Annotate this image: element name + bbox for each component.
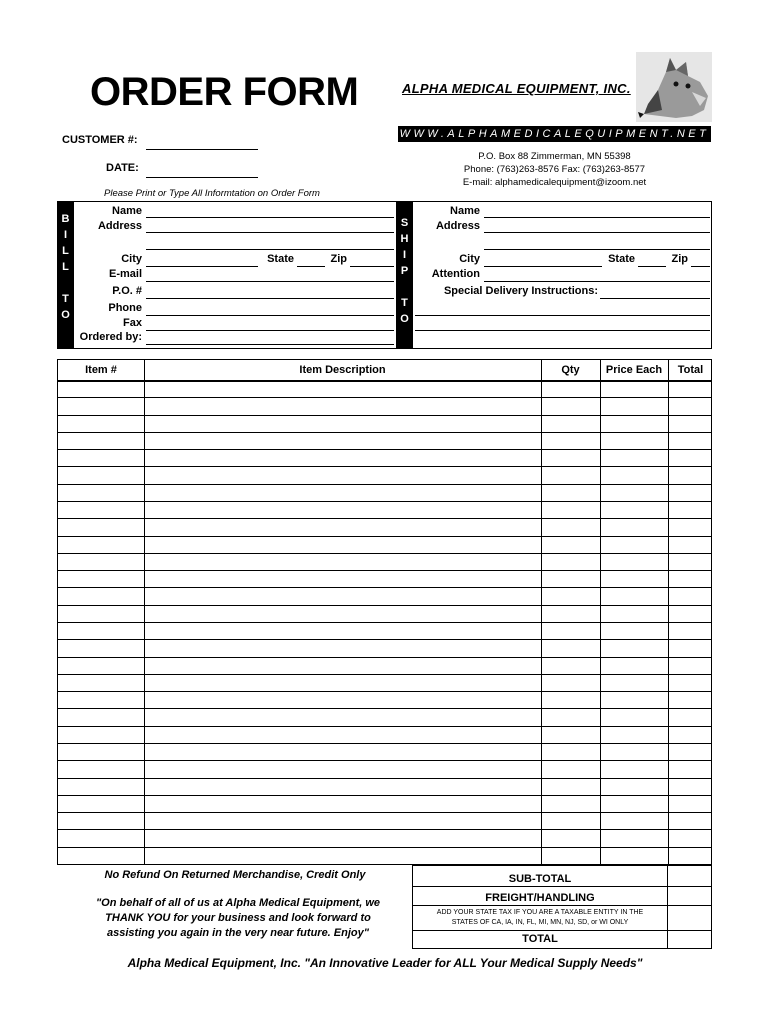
customer-number-field[interactable] bbox=[146, 149, 258, 150]
refund-policy: No Refund On Returned Merchandise, Credit Only bbox=[104, 869, 366, 881]
ship-city-field[interactable] bbox=[484, 266, 602, 267]
ship-name-label: Name bbox=[450, 205, 480, 217]
address-line: P.O. Box 88 Zimmerman, MN 55398 bbox=[478, 151, 631, 162]
price-each-header: Price Each bbox=[605, 364, 663, 376]
customer-number-label: CUSTOMER #: bbox=[62, 134, 138, 146]
bill-to-sidebar bbox=[57, 201, 74, 349]
ship-special-instructions-field-3[interactable] bbox=[415, 330, 710, 331]
date-label: DATE: bbox=[106, 162, 139, 174]
freight-label: FREIGHT/HANDLING bbox=[485, 892, 595, 904]
summary-box bbox=[412, 865, 712, 949]
ship-special-instructions-label: Special Delivery Instructions: bbox=[443, 285, 598, 297]
sidebar-letter: B bbox=[61, 213, 70, 225]
phone-fax-line: Phone: (763)263-8576 Fax: (763)263-8577 bbox=[463, 164, 646, 175]
bill-name-field[interactable] bbox=[146, 217, 394, 218]
sidebar-letter bbox=[396, 279, 413, 295]
bill-zip-field[interactable] bbox=[350, 266, 394, 267]
sidebar-letter bbox=[57, 275, 74, 291]
ship-special-instructions-field-2[interactable] bbox=[415, 315, 710, 316]
table-row[interactable] bbox=[58, 691, 711, 708]
bill-phone-field[interactable] bbox=[146, 315, 394, 316]
table-row[interactable] bbox=[58, 622, 711, 639]
bill-state-field[interactable] bbox=[297, 266, 325, 267]
ship-attention-label: Attention bbox=[431, 268, 480, 280]
bill-address-label: Address bbox=[97, 220, 142, 232]
sidebar-letter: O bbox=[400, 313, 409, 325]
company-address bbox=[398, 150, 711, 189]
table-row[interactable] bbox=[58, 415, 711, 432]
table-row[interactable] bbox=[58, 795, 711, 812]
total-label: TOTAL bbox=[522, 933, 558, 945]
date-field[interactable] bbox=[146, 177, 258, 178]
bill-po-field[interactable] bbox=[146, 298, 394, 299]
table-row[interactable] bbox=[58, 847, 711, 864]
table-row[interactable] bbox=[58, 812, 711, 829]
sidebar-letter: I bbox=[63, 229, 68, 241]
page-title: ORDER FORM bbox=[90, 70, 359, 114]
sidebar-letter: L bbox=[62, 261, 69, 273]
ship-zip-label: Zip bbox=[671, 253, 688, 265]
table-row[interactable] bbox=[58, 380, 711, 397]
sidebar-letter: O bbox=[61, 309, 70, 321]
table-row[interactable] bbox=[58, 743, 711, 760]
bill-zip-label: Zip bbox=[330, 253, 347, 265]
tax-note: ADD YOUR STATE TAX IF YOU ARE A TAXABLE ENTITY IN THE STATES OF CA, IA, IN, FL, MI, MN, NJ, SD, or WI ONLY bbox=[436, 909, 644, 926]
table-row[interactable] bbox=[58, 570, 711, 587]
ship-state-label: State bbox=[608, 253, 635, 265]
print-note: Please Print or Type All Informtation on Order Form bbox=[104, 188, 320, 199]
email-line: E-mail: alphamedicalequipment@izoom.net bbox=[462, 177, 647, 188]
sidebar-letter: I bbox=[402, 249, 407, 261]
table-row[interactable] bbox=[58, 536, 711, 553]
bill-email-label: E-mail bbox=[108, 268, 142, 280]
table-row[interactable] bbox=[58, 466, 711, 483]
subtotal-value[interactable] bbox=[668, 867, 710, 886]
items-table bbox=[57, 359, 712, 865]
table-row[interactable] bbox=[58, 397, 711, 414]
sidebar-letter: P bbox=[400, 265, 409, 277]
table-row[interactable] bbox=[58, 587, 711, 604]
ship-address-field-1[interactable] bbox=[484, 232, 710, 233]
table-row[interactable] bbox=[58, 708, 711, 725]
address-section bbox=[57, 201, 712, 349]
subtotal-label: SUB-TOTAL bbox=[508, 873, 572, 885]
ship-address-field-2[interactable] bbox=[484, 249, 710, 250]
table-row[interactable] bbox=[58, 760, 711, 777]
bill-name-label: Name bbox=[112, 205, 142, 217]
sidebar-letter: L bbox=[62, 245, 69, 257]
bill-state-label: State bbox=[267, 253, 294, 265]
table-row[interactable] bbox=[58, 778, 711, 795]
bill-address-field-2[interactable] bbox=[146, 249, 394, 250]
company-name: ALPHA MEDICAL EQUIPMENT, INC. bbox=[402, 81, 631, 96]
table-row[interactable] bbox=[58, 605, 711, 622]
company-tagline: Alpha Medical Equipment, Inc. "An Innovative Leader for ALL Your Medical Supply Needs" bbox=[127, 956, 643, 970]
table-row[interactable] bbox=[58, 501, 711, 518]
table-row[interactable] bbox=[58, 639, 711, 656]
freight-value[interactable] bbox=[668, 887, 710, 905]
ship-special-instructions-field-1[interactable] bbox=[600, 298, 710, 299]
ship-to-sidebar bbox=[396, 201, 413, 349]
sidebar-letter: T bbox=[62, 293, 69, 305]
table-row[interactable] bbox=[58, 518, 711, 535]
bill-fax-label: Fax bbox=[123, 317, 142, 329]
bill-ordered-by-label: Ordered by: bbox=[79, 331, 142, 343]
bill-po-label: P.O. # bbox=[112, 285, 142, 297]
bill-email-field[interactable] bbox=[146, 281, 394, 282]
qty-header: Qty bbox=[561, 364, 580, 376]
table-row[interactable] bbox=[58, 657, 711, 674]
sidebar-letter: S bbox=[400, 217, 409, 229]
ship-state-field[interactable] bbox=[638, 266, 666, 267]
wolf-icon bbox=[636, 52, 712, 122]
tax-value[interactable] bbox=[668, 906, 710, 930]
table-row[interactable] bbox=[58, 432, 711, 449]
bill-city-label: City bbox=[121, 253, 142, 265]
sidebar-letter: H bbox=[400, 233, 409, 245]
table-row[interactable] bbox=[58, 553, 711, 570]
bill-ordered-by-field[interactable] bbox=[146, 344, 394, 345]
bill-fax-field[interactable] bbox=[146, 330, 394, 331]
total-header: Total bbox=[677, 364, 704, 376]
total-value[interactable] bbox=[668, 931, 710, 948]
table-row[interactable] bbox=[58, 484, 711, 501]
table-row[interactable] bbox=[58, 674, 711, 691]
ship-attention-field[interactable] bbox=[484, 281, 710, 282]
bill-phone-label: Phone bbox=[108, 302, 142, 314]
bill-city-field[interactable] bbox=[146, 266, 258, 267]
ship-address-label: Address bbox=[435, 220, 480, 232]
table-row[interactable] bbox=[58, 726, 711, 743]
bill-address-field-1[interactable] bbox=[146, 232, 394, 233]
item-number-header: Item # bbox=[85, 364, 117, 376]
table-row[interactable] bbox=[58, 829, 711, 846]
item-description-header: Item Description bbox=[299, 364, 386, 376]
ship-city-label: City bbox=[459, 253, 480, 265]
website-banner: WWW.ALPHAMEDICALEQUIPMENT.NET bbox=[399, 128, 710, 140]
thank-you-message: "On behalf of all of us at Alpha Medical Equipment, we THANK YOU for your business and look forward to assisting you again in the very near future. Enjoy" bbox=[95, 897, 381, 939]
table-row[interactable] bbox=[58, 449, 711, 466]
ship-zip-field[interactable] bbox=[691, 266, 710, 267]
ship-name-field[interactable] bbox=[484, 217, 710, 218]
sidebar-letter: T bbox=[401, 297, 408, 309]
